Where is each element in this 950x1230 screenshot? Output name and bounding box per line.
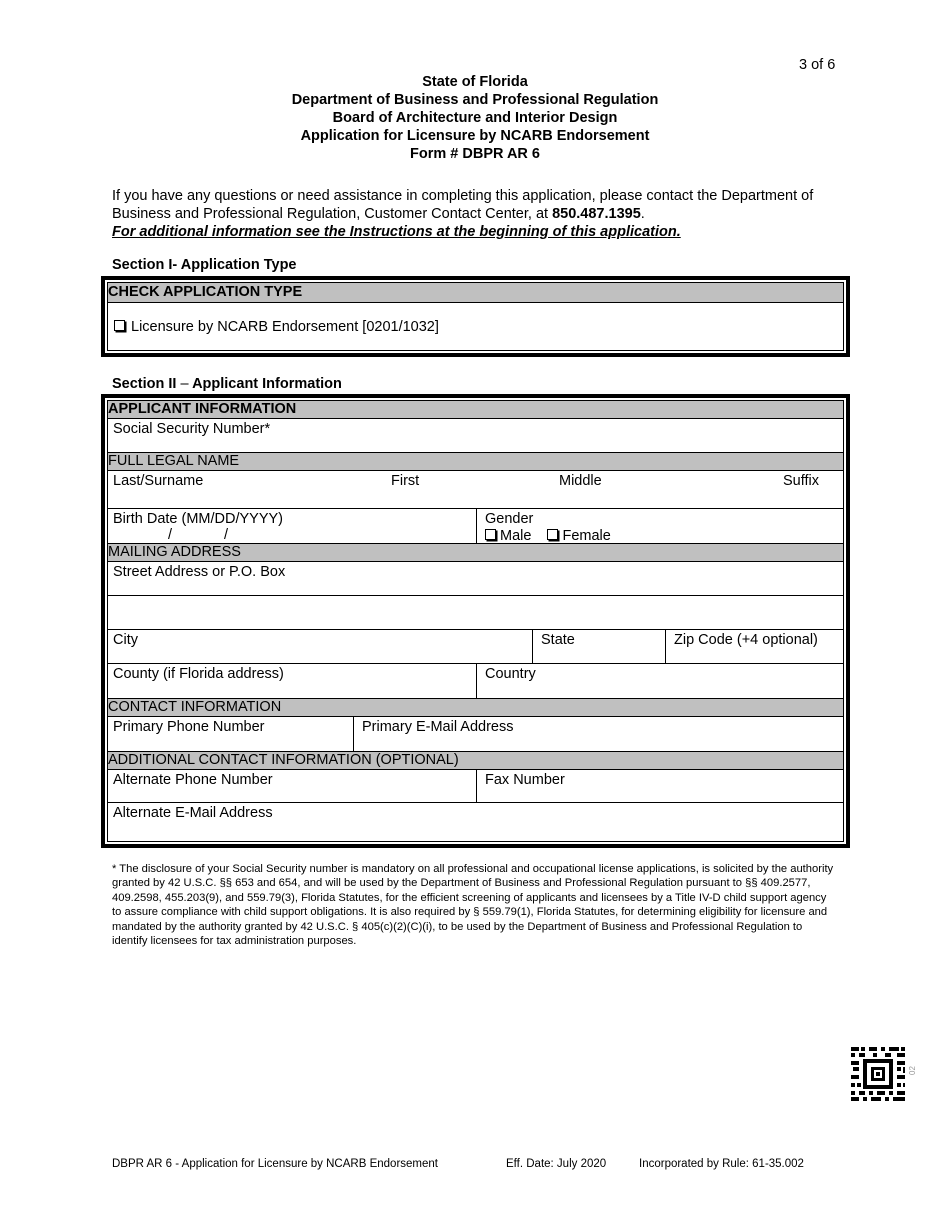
fax-number-label: Fax Number (485, 772, 565, 788)
male-label: Male (500, 528, 532, 544)
county-label: County (if Florida address) (113, 666, 284, 682)
header-department: Department of Business and Professional Regulation (291, 92, 659, 108)
applicant-information-box (101, 394, 850, 848)
county-field[interactable] (108, 664, 476, 698)
section2-title-a: Section II (112, 376, 181, 392)
ssn-field[interactable] (108, 419, 843, 452)
birth-date-field[interactable] (108, 509, 476, 543)
section2-title (112, 376, 342, 392)
footer-form-name: DBPR AR 6 - Application for Licensure by NCARB Endorsement (112, 1158, 438, 1170)
ncarb-endorsement-checkbox[interactable] (114, 320, 125, 331)
primary-phone-label: Primary Phone Number (113, 719, 265, 735)
section1-title: Section I- Application Type (112, 257, 297, 273)
city-label: City (113, 632, 138, 648)
intro-period: . (640, 206, 645, 222)
zip-code-label: Zip Code (+4 optional) (674, 632, 818, 648)
footer-rule: Incorporated by Rule: 61-35.002 (639, 1158, 804, 1170)
mailing-address-band: MAILING ADDRESS (108, 544, 843, 562)
check-application-type-band: CHECK APPLICATION TYPE (108, 283, 843, 303)
fax-number-field[interactable] (476, 770, 843, 802)
contact-information-band: CONTACT INFORMATION (108, 699, 843, 717)
ssn-disclosure-footnote: * The disclosure of your Social Security number is mandatory on all professional and occupational license applications, is solicited by the authority granted by 42 U.S.C. §§ 653 and 654, and will be used by the Department of Business and Professional Regulation pursuant to §§ 409.2577, 409.2598, 455.203(9), and 559.79(3), Florida Statutes, for the efficient screening of applicants and licensees by a Title IV-D child support agency to assure compliance with child support obligations. It is also required by § 559.79(1), Florida Statutes, for determining eligibility for licensure and mandated by the authority granted by 42 U.S.C. § 405(c)(2)(C)(i), to be used by the Department of Business and Professional Regulation to identify licensees for tax administration purposes. (112, 863, 834, 948)
city-field[interactable] (108, 630, 532, 663)
form-header (100, 73, 850, 163)
header-application: Application for Licensure by NCARB Endorsement (300, 128, 650, 144)
birth-date-separator-2: / (224, 527, 229, 543)
country-label: Country (485, 666, 536, 682)
header-board: Board of Architecture and Interior Design (332, 110, 618, 126)
section2-title-b: Applicant Information (188, 376, 342, 392)
street-address-line-2[interactable] (108, 596, 843, 629)
middle-name-label: Middle (559, 473, 602, 489)
intro-paragraph (112, 187, 832, 241)
applicant-information-band: APPLICANT INFORMATION (108, 401, 843, 419)
gender-label: Gender (485, 511, 534, 527)
suffix-label: Suffix (783, 473, 820, 489)
name-row[interactable] (108, 471, 843, 509)
state-field[interactable] (532, 630, 665, 663)
full-legal-name-band: FULL LEGAL NAME (108, 453, 843, 471)
female-checkbox[interactable] (547, 529, 558, 540)
last-name-label: Last/Surname (113, 473, 204, 489)
state-label: State (541, 632, 575, 648)
street-address-label: Street Address or P.O. Box (113, 564, 286, 580)
street-address-field[interactable] (108, 562, 843, 595)
section2-title-dash: – (180, 376, 189, 392)
country-field[interactable] (476, 664, 843, 698)
ncarb-endorsement-label: Licensure by NCARB Endorsement [0201/1032] (131, 319, 439, 335)
barcode-number: 02 (907, 1066, 917, 1075)
alternate-phone-label: Alternate Phone Number (113, 772, 273, 788)
additional-contact-band: ADDITIONAL CONTACT INFORMATION (OPTIONAL) (108, 752, 843, 770)
birth-date-label: Birth Date (MM/DD/YYYY) (113, 511, 283, 527)
primary-email-field[interactable] (353, 717, 843, 751)
female-label: Female (562, 528, 611, 544)
header-state: State of Florida (422, 74, 528, 90)
gender-field (476, 509, 843, 543)
instructions-note: For additional information see the Instructions at the beginning of this application. (112, 224, 681, 240)
page-number: 3 of 6 (799, 57, 836, 73)
alternate-email-field[interactable] (108, 803, 843, 841)
alternate-email-label: Alternate E-Mail Address (113, 805, 273, 821)
barcode-image (849, 1045, 907, 1107)
primary-email-label: Primary E-Mail Address (362, 719, 514, 735)
footer-eff-date: Eff. Date: July 2020 (506, 1158, 607, 1170)
contact-phone: 850.487.1395 (552, 206, 641, 222)
intro-text: If you have any questions or need assistance in completing this application, please contact the Department of Business and Professional Regulation, Customer Contact Center, at (112, 188, 814, 222)
zip-code-field[interactable] (665, 630, 843, 663)
male-checkbox[interactable] (485, 529, 496, 540)
alternate-phone-field[interactable] (108, 770, 476, 802)
application-type-box (101, 276, 850, 357)
first-name-label: First (391, 473, 420, 489)
header-form-number: Form # DBPR AR 6 (410, 146, 540, 162)
qr-code-icon (849, 1045, 907, 1103)
ssn-label: Social Security Number* (113, 421, 271, 437)
primary-phone-field[interactable] (108, 717, 353, 751)
birth-date-separator-1: / (168, 527, 173, 543)
